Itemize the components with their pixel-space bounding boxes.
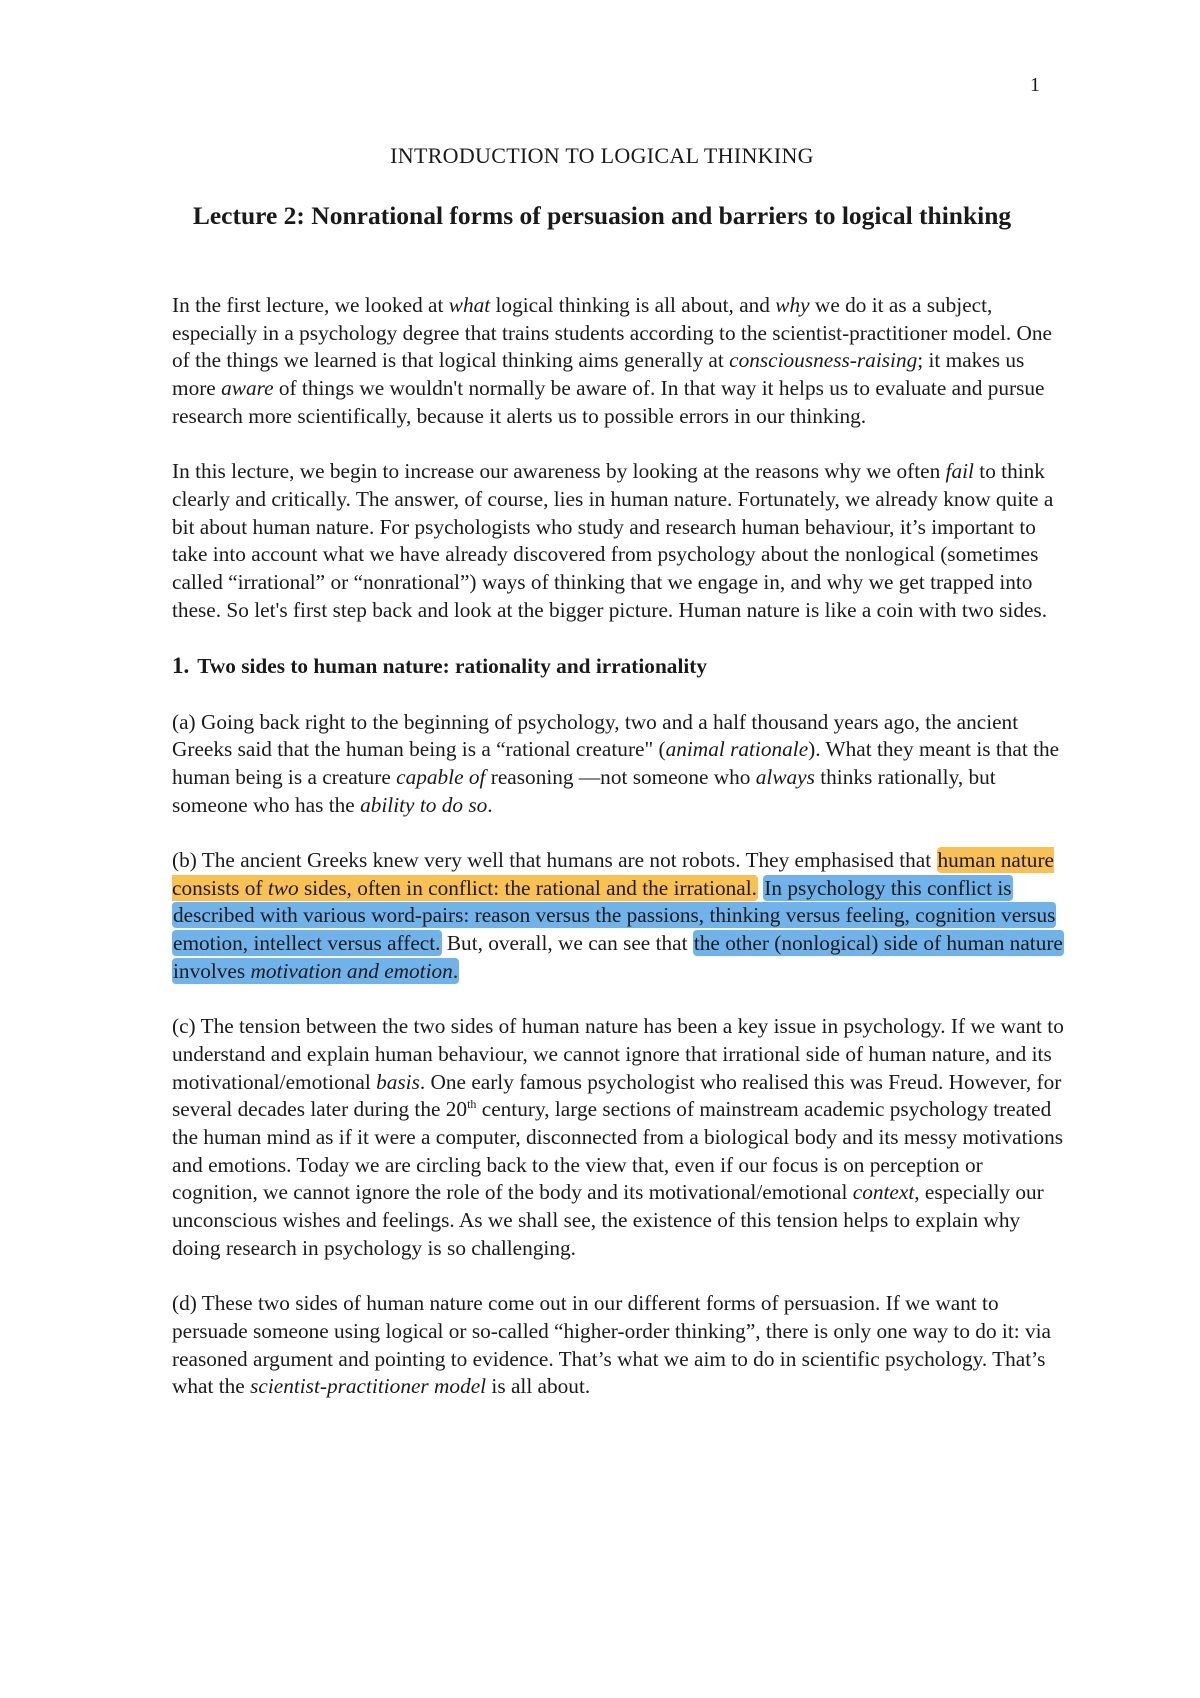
text-run: human nature consists of bbox=[172, 848, 1054, 900]
text-run: In this lecture, we begin to increase our awareness by looking at the reasons why we often bbox=[172, 459, 946, 484]
emphasis: context bbox=[852, 1180, 915, 1205]
page-number: 1 bbox=[1030, 74, 1040, 96]
superscript: th bbox=[467, 1097, 477, 1112]
lecture-title: Lecture 2: Nonrational forms of persuasion and barriers to logical thinking bbox=[192, 201, 1012, 230]
section-number: 1. bbox=[172, 653, 190, 679]
text-run: thinks rationally, but someone who has the bbox=[172, 764, 996, 817]
emphasis: capable of bbox=[396, 764, 486, 789]
text-run: . bbox=[452, 958, 459, 983]
highlight-blue: In psychology this conflict is described with various word-pairs: reason versus the passions, thinking versus feeling, cognition versus emotion, intellect versus affect. bbox=[173, 875, 1056, 956]
emphasis: what bbox=[448, 293, 491, 317]
course-title: INTRODUCTION TO LOGICAL THINKING bbox=[390, 143, 814, 168]
text-run: logical thinking is all about, and bbox=[490, 293, 776, 317]
emphasis: always bbox=[755, 764, 815, 789]
emphasis: why bbox=[775, 293, 810, 317]
text-run: century, large sections of mainstream academic psychology treated the human mind as if it were a computer, disconnected from a biological body and its messy motivations and emotions. Today we are circling back to the view that, even if our focus is on perception or cognition, we cannot ignore the role of the body and its motivational/emotional bbox=[172, 1097, 1064, 1205]
paragraph-intro bbox=[172, 292, 1072, 431]
emphasis: motivation and emotion bbox=[250, 958, 453, 983]
text-run: In the first lecture, we looked at bbox=[172, 293, 449, 317]
text-run: we do it as a subject, especially in a psychology degree that trains students according to the scientist-practitioner model. One of the things we learned is that logical thinking aims generally at bbox=[172, 293, 1053, 373]
section-heading bbox=[172, 652, 1072, 681]
paragraph-b bbox=[172, 847, 1072, 986]
emphasis: aware bbox=[221, 376, 274, 401]
text-run: the other (nonlogical) side of human nature involves bbox=[173, 931, 1063, 983]
emphasis: animal rationale bbox=[665, 737, 809, 762]
paragraph-d bbox=[172, 1290, 1072, 1401]
document-body bbox=[172, 292, 1072, 1429]
text-run: (d) These two sides of human nature come out in our different forms of persuasion. If we want to persuade someone using logical or so-called “higher-order thinking”, there is only one way to do it: via reasoned argument and pointing to evidence. That’s what we aim to do in scientific psychology. That’s what the bbox=[172, 1291, 1052, 1399]
emphasis: consciousness-raising bbox=[729, 348, 918, 373]
text-run: sides, often in conflict: the rational and the irrational. bbox=[298, 875, 757, 900]
text-run: (a) Going back right to the beginning of psychology, two and a half thousand years ago, the ancient Greeks said that the human being is a “rational creature" ( bbox=[172, 709, 1019, 762]
text-run: , especially our unconscious wishes and feelings. As we shall see, the existence of this tension helps to explain why doing research in psychology is so challenging. bbox=[172, 1180, 1044, 1260]
text-run: is all about. bbox=[486, 1374, 591, 1399]
text-run: ; it makes us more bbox=[172, 348, 1025, 401]
emphasis: fail bbox=[945, 459, 974, 484]
emphasis: basis bbox=[376, 1069, 420, 1094]
text-run: . bbox=[487, 792, 493, 817]
paragraph-a bbox=[172, 709, 1072, 820]
emphasis: two bbox=[267, 875, 299, 900]
text-run: (b) The ancient Greeks knew very well that humans are not robots. They emphasised that bbox=[172, 848, 937, 872]
text-run: to think clearly and critically. The answer, of course, lies in human nature. Fortunately, we already know quite a bit about human nature. For psychologists who study and research human behaviour, it’s important to take into account what we have already discovered from psychology about the nonlogical (sometimes called “irrational” or “nonrational”) ways of thinking that we engage in, and why we get trapped into these. So let's first step back and look at the bigger picture. Human nature is like a coin with two sides. bbox=[172, 459, 1054, 622]
text-run: ). What they meant is that the human being is a creature bbox=[172, 737, 1060, 789]
emphasis: scientist-practitioner model bbox=[250, 1374, 487, 1399]
text-run: . One early famous psychologist who realised this was Freud. However, for several decades later during the 20 bbox=[172, 1069, 1062, 1122]
emphasis: ability to do so bbox=[360, 792, 488, 817]
text-run: But, overall, we can see that bbox=[441, 931, 693, 956]
paragraph-c bbox=[172, 1013, 1072, 1262]
text-run: reasoning —not someone who bbox=[485, 764, 756, 789]
section-title: Two sides to human nature: rationality and irrationality bbox=[197, 654, 708, 679]
text-run: (c) The tension between the two sides of human nature has been a key issue in psychology. If we want to understand and explain human behaviour, we cannot ignore that irrational side of human nature, and its motivational/emotional bbox=[172, 1014, 1064, 1094]
paragraph-lecture-aim bbox=[172, 458, 1072, 624]
text-run: of things we wouldn't normally be aware of. In that way it helps us to evaluate and pursue research more scientifically, because it alerts us to possible errors in our thinking. bbox=[172, 376, 1045, 428]
